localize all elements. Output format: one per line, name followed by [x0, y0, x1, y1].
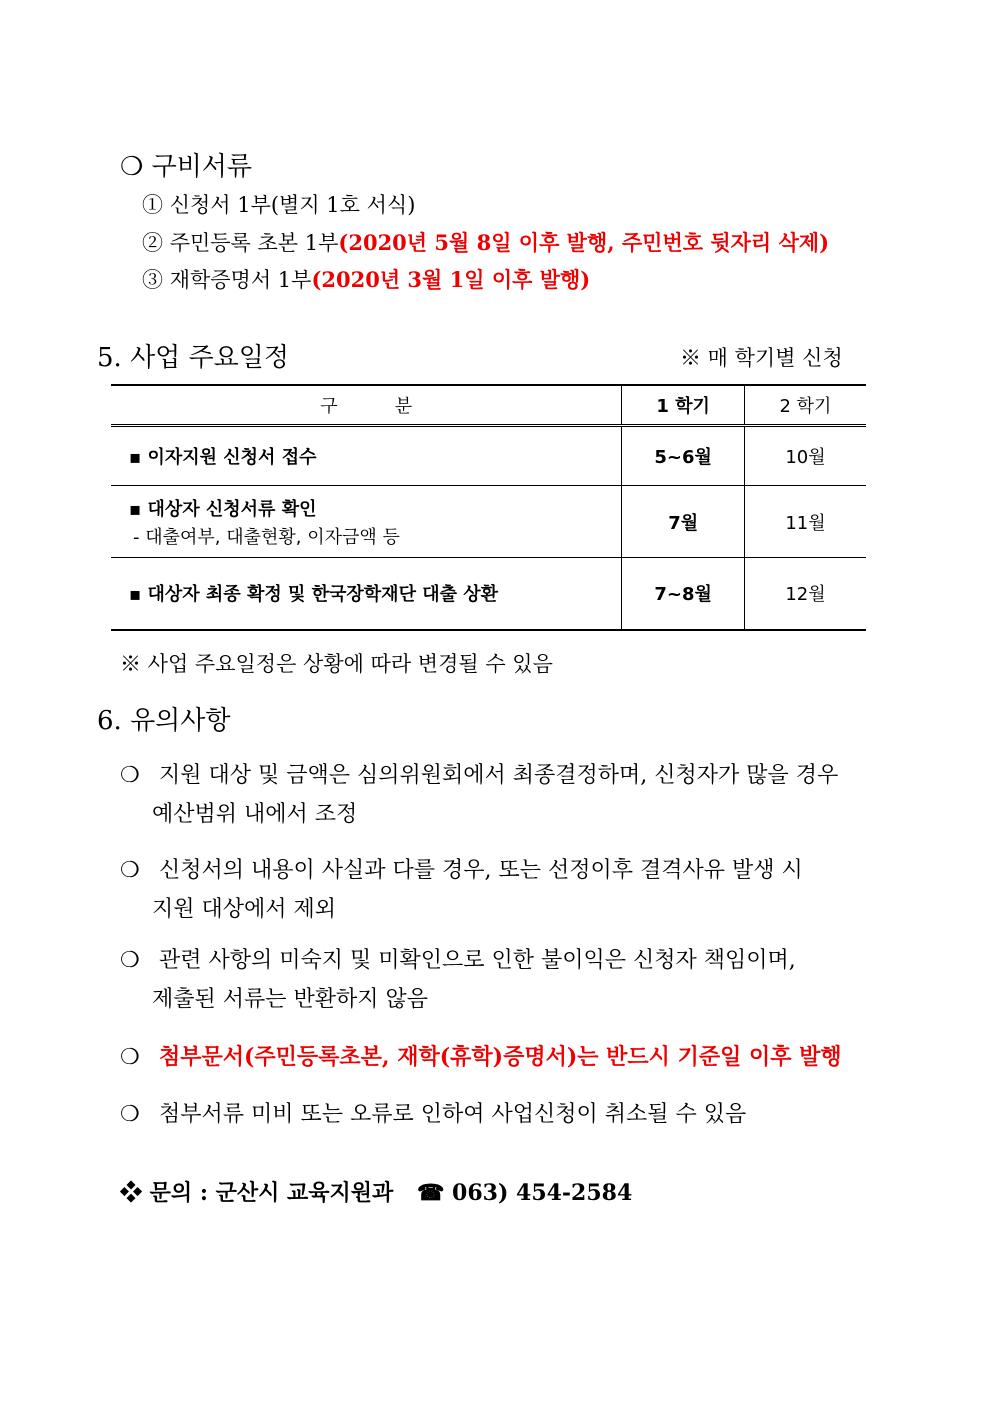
note-item-4 — [120, 1040, 842, 1071]
row-sem2: 10월 — [744, 426, 866, 486]
note-line: 관련 사항의 미숙지 및 미확인으로 인한 불이익은 신청자 책임이며, — [159, 948, 796, 973]
note-line: 첨부서류 미비 또는 오류로 인하여 사업신청이 취소될 수 있음 — [159, 1102, 747, 1127]
note-line: 지원 대상 및 금액은 심의위원회에서 최종결정하며, 신청자가 많을 경우 — [159, 763, 839, 788]
doc-num: ③ — [142, 268, 163, 292]
schedule-footnote: ※ 사업 주요일정은 상황에 따라 변경될 수 있음 — [120, 652, 553, 676]
doc-text: 재학증명서 1부 — [169, 268, 312, 292]
table-header-row — [111, 385, 866, 426]
doc-item-3 — [142, 264, 590, 294]
table-row — [111, 426, 866, 486]
row-item-cell — [111, 558, 622, 630]
row-sem1: 7월 — [622, 486, 745, 558]
circle-bullet-icon: ❍ — [120, 1102, 140, 1127]
note-item-3-cont: 제출된 서류는 반환하지 않음 — [152, 987, 429, 1012]
row-sem1: 5~6월 — [622, 426, 745, 486]
schedule-title: 5. 사업 주요일정 — [97, 343, 290, 373]
circle-bullet-icon: ❍ — [120, 763, 140, 788]
notes-title: 6. 유의사항 — [97, 706, 231, 736]
header-category: 구 분 — [111, 385, 622, 426]
doc-num: ① — [142, 193, 163, 217]
note-item-2-cont: 지원 대상에서 제외 — [152, 897, 337, 922]
doc-text: 신청서 1부(별지 1호 서식) — [169, 193, 416, 217]
contact-phone: ☎ 063) 454-2584 — [416, 1180, 633, 1206]
row-sem1: 7~8월 — [622, 558, 745, 630]
header-sem1: 1 학기 — [622, 385, 745, 426]
row-item-cell — [111, 486, 622, 558]
note-item-5 — [120, 1097, 746, 1128]
row-item-cell — [111, 426, 622, 486]
row-item: ▪ 대상자 신청서류 확인 — [129, 498, 317, 520]
note-item-3 — [120, 943, 796, 974]
doc-num: ② — [142, 231, 163, 255]
doc-item-1 — [142, 189, 415, 219]
doc-red-note: (2020년 3월 1일 이후 발행) — [311, 267, 591, 292]
contact-text: ❖ 문의 : 군산시 교육지원과 — [120, 1180, 394, 1206]
table-row — [111, 486, 866, 558]
circle-bullet-icon: ❍ — [120, 948, 140, 973]
note-item-1 — [120, 758, 838, 789]
row-sem2: 11월 — [744, 486, 866, 558]
table-row — [111, 558, 866, 630]
circle-bullet-icon: ❍ — [120, 1045, 140, 1070]
doc-red-note: (2020년 5월 8일 이후 발행, 주민번호 뒷자리 삭제) — [338, 230, 830, 255]
row-item: ▪ 이자지원 신청서 접수 — [129, 447, 317, 468]
row-sem2: 12월 — [744, 558, 866, 630]
schedule-note: ※ 매 학기별 신청 — [680, 346, 843, 370]
note-item-2 — [120, 853, 803, 884]
header-sem2: 2 학기 — [744, 385, 866, 426]
circle-bullet-icon: ❍ — [120, 858, 140, 883]
row-subitem: - 대출여부, 대출현황, 이자금액 등 — [133, 526, 400, 548]
row-item: ▪ 대상자 최종 확정 및 한국장학재단 대출 상환 — [129, 584, 499, 606]
note-line-red: 첨부문서(주민등록초본, 재학(휴학)증명서)는 반드시 기준일 이후 발행 — [159, 1044, 842, 1070]
docs-title: ❍ 구비서류 — [120, 152, 253, 182]
schedule-table — [111, 384, 866, 631]
doc-text: 주민등록 초본 1부 — [169, 231, 339, 255]
note-item-1-cont: 예산범위 내에서 조정 — [152, 802, 358, 827]
note-line: 신청서의 내용이 사실과 다를 경우, 또는 선정이후 결격사유 발생 시 — [159, 858, 803, 883]
doc-item-2 — [142, 227, 829, 257]
contact-line — [120, 1176, 632, 1207]
